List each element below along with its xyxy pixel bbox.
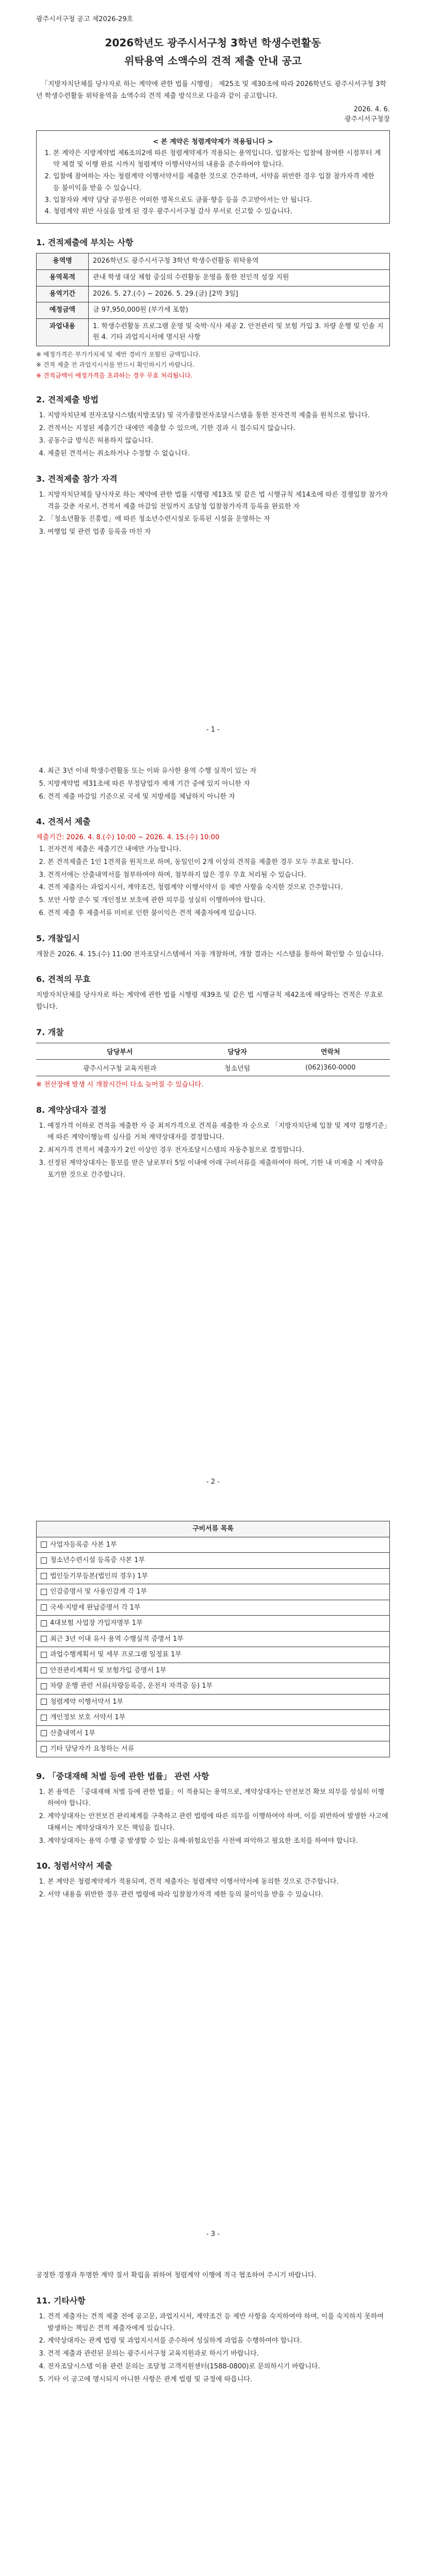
- issuer: 광주시서구청장: [345, 115, 390, 123]
- section-text: 개찰은 2026. 4. 15.(수) 11:00 전자조달시스템에서 자동 개찰하며, 개찰 결과는 시스템을 통하여 확인할 수 있습니다.: [36, 950, 384, 958]
- checklist-item: 청렴계약 이행서약서 1부: [50, 1698, 124, 1706]
- checklist-item: 사업자등록증 사본 1부: [50, 1540, 117, 1549]
- section-heading: 3. 견적제출 참가 자격: [36, 473, 118, 484]
- list-item: 2. 계약상대자는 관계 법령 및 과업지시서를 준수하여 성실하게 과업을 수행하여야 합니다.: [47, 2335, 390, 2347]
- document-subtitle: 위탁용역 소액수의 견적 제출 안내 공고: [124, 55, 302, 67]
- column-header: 연락처: [271, 1043, 390, 1059]
- table-row: [37, 1647, 390, 1663]
- row-label: 예정금액: [37, 302, 89, 319]
- checklist-item: 국세·지방세 완납증명서 각 1부: [50, 1603, 141, 1612]
- checkbox-icon: [41, 1652, 47, 1658]
- list-item: 4. 견적 제출자는 과업지시서, 계약조건, 청렴계약 이행서약서 등 제반 사항을 숙지한 것으로 간주합니다.: [47, 882, 390, 894]
- list-item: 3. 공동수급 방식은 허용하지 않습니다.: [47, 435, 390, 447]
- required-documents-table: [36, 1521, 390, 1757]
- checkbox-icon: [41, 1557, 47, 1564]
- checkbox-icon: [41, 1699, 47, 1705]
- list-item: 1. 본 용역은 「중대재해 처벌 등에 관한 법률」이 적용되는 용역으로, 계약상대자는 안전보건 확보 의무를 성실히 이행하여야 합니다.: [47, 1787, 390, 1810]
- section-heading: 6. 견적의 무효: [36, 974, 91, 985]
- table-row: [36, 1059, 390, 1076]
- checkbox-icon: [41, 1604, 47, 1611]
- checkbox-icon: [41, 1589, 47, 1595]
- list-item: 2. 최저가격 견적서 제출자가 2인 이상인 경우 전자조달시스템의 자동추첨으로 결정합니다.: [47, 1145, 390, 1157]
- checkbox-icon: [41, 1541, 47, 1548]
- row-value: 2026. 5. 27.(수) ~ 2026. 5. 29.(금) [2박 3일]: [89, 286, 390, 302]
- checkbox-icon: [41, 1746, 47, 1752]
- checklist-item: 인감증명서 및 사용인감계 각 1부: [50, 1588, 148, 1596]
- table-row: [37, 1568, 390, 1584]
- integrity-notice-box: [36, 130, 390, 224]
- checkbox-icon: [41, 1636, 47, 1642]
- list-item: 1. 지방자치단체 전자조달시스템(지방조달) 및 국가종합전자조달시스템을 통한 전자견적 제출을 원칙으로 합니다.: [47, 410, 390, 422]
- document-number: 광주시서구청 공고 제2026-29호: [36, 15, 134, 23]
- checklist-item: 차량 운행 관련 서류(차량등록증, 운전자 자격증 등) 1부: [50, 1682, 213, 1690]
- table-warning: ※ 견적금액이 예정가격을 초과하는 경우 무효 처리됩니다.: [36, 371, 193, 379]
- table-row: [37, 1725, 390, 1741]
- page-number: - 3 -: [206, 2230, 220, 2238]
- checklist-item: 개인정보 보호 서약서 1부: [50, 1714, 126, 1721]
- list-item: 1. 지방자치단체를 당사자로 하는 계약에 관한 법률 시행령 제13조 및 같은 법 시행규칙 제14조에 따른 경쟁입찰 참가자격을 갖춘 자로서, 견적서 제출 마감일 전일까지 조달청 입찰참가자격 등록을 완료한 자: [47, 489, 390, 513]
- notice-item: 3. 입찰자와 계약 담당 공무원은 어떠한 명목으로도 금품·향응 등을 주고받아서는 안 됩니다.: [53, 195, 382, 207]
- submission-schedule: 제출기간: 2026. 4. 8.(수) 10:00 ~ 2026. 4. 15.(수) 10:00: [36, 834, 220, 842]
- table-note: ※ 예정가격은 부가가치세 및 제반 경비가 포함된 금액입니다.: [36, 350, 201, 358]
- table-row: [37, 1537, 390, 1553]
- checkbox-icon: [41, 1683, 47, 1689]
- list-item: 6. 견적 제출 후 제출서류 미비로 인한 불이익은 견적 제출자에게 있습니다.: [47, 908, 390, 920]
- notice-item: 1. 본 계약은 지방계약법 제6조의2에 따른 청렴계약제가 적용되는 용역입니다. 입찰자는 입찰에 참여한 시점부터 계약 체결 및 이행 완료 시까지 청렴계약 이행서약서의 내용을 준수하여야 합니다.: [53, 148, 382, 172]
- list-item: 5. 보안 사항 준수 및 개인정보 보호에 관한 의무를 성실히 이행하여야 합니다.: [47, 895, 390, 907]
- checklist-item: 법인등기부등본(법인의 경우) 1부: [50, 1572, 148, 1580]
- table-row: [37, 269, 390, 286]
- row-label: 용역기간: [37, 286, 89, 302]
- section-heading: 4. 견적서 제출: [36, 817, 91, 827]
- table-cell: (062)360-0000: [271, 1059, 390, 1076]
- checklist-item: 기타 담당자가 요청하는 서류: [50, 1745, 135, 1753]
- page-number: - 1 -: [206, 726, 220, 734]
- section-text: 공정한 경쟁과 투명한 계약 질서 확립을 위하여 청렴계약 이행에 적극 협조하여 주시기 바랍니다.: [36, 2272, 317, 2279]
- contact-warning: ※ 전산장애 발생 시 개찰시간이 다소 늦어질 수 있습니다.: [36, 1080, 204, 1089]
- list-item: 4. 전자조달시스템 이용 관련 문의는 조달청 고객지원센터(1588-0800)로 문의하시기 바랍니다.: [47, 2361, 390, 2373]
- list-item: 1. 예정가격 이하로 견적을 제출한 자 중 최저가격으로 견적을 제출한 자 순으로 「지방자치단체 입찰 및 계약 집행기준」에 따른 계약이행능력 심사를 거쳐 계약상대자를 결정합니다.: [47, 1121, 390, 1144]
- page-2: [0, 752, 426, 1504]
- section-heading: 1. 견적제출에 부치는 사항: [36, 238, 134, 247]
- table-row: [37, 253, 390, 270]
- checklist-item: 과업수행계획서 및 세부 프로그램 일정표 1부: [50, 1651, 182, 1658]
- page-number: - 2 -: [206, 1478, 220, 1486]
- row-label: 용역명: [37, 253, 89, 270]
- list-item: 5. 기타 이 공고에 명시되지 아니한 사항은 관계 법령 및 규정에 따릅니다.: [47, 2374, 390, 2386]
- list-item: 2. 계약상대자는 안전보건 관리체계를 구축하고 관련 법령에 따른 의무를 이행하여야 하며, 이를 위반하여 발생한 사고에 대해서는 계약상대자가 모든 책임을 집니다.: [47, 1811, 390, 1835]
- list-item: 3. 계약상대자는 용역 수행 중 발생할 수 있는 유해·위험요인을 사전에 파악하고 필요한 조치를 하여야 합니다.: [47, 1836, 390, 1848]
- row-value: 관내 학생 대상 체험 중심의 수련활동 운영을 통한 전인적 성장 지원: [89, 269, 390, 286]
- checklist-header: 구비서류 목록: [37, 1521, 390, 1537]
- checkbox-icon: [41, 1667, 47, 1673]
- section-heading: 8. 계약상대자 결정: [36, 1105, 107, 1115]
- column-header: 담당부서: [36, 1043, 204, 1059]
- page-3: [0, 1504, 426, 2257]
- list-item: 4. 제출된 견적서는 취소하거나 수정할 수 없습니다.: [47, 448, 390, 460]
- checkbox-icon: [41, 1573, 47, 1579]
- table-row: [37, 1631, 390, 1647]
- row-label: 과업내용: [37, 319, 89, 346]
- list-item: 2. 본 견적제출은 1인 1견적을 원칙으로 하며, 동일인이 2개 이상의 견적을 제출한 경우 모두 무효로 합니다.: [47, 857, 390, 869]
- notice-title: < 본 계약은 청렴계약제가 적용됩니다 >: [153, 138, 273, 146]
- section-heading: 5. 개찰일시: [36, 933, 80, 943]
- section-heading: 11. 기타사항: [36, 2295, 86, 2306]
- intro-paragraph: 「지방자치단체를 당사자로 하는 계약에 관한 법률 시행령」 제25조 및 제30조에 따라 2026학년도 광주시서구청 3학년 학생수련활동 위탁용역을 소액수의 견적 제출 방식으로 다음과 같이 공고합니다.: [36, 80, 387, 100]
- column-header: 담당자: [204, 1043, 271, 1059]
- checklist-item: 4대보험 사업장 가입자명부 1부: [50, 1619, 143, 1627]
- page-4: [0, 2257, 426, 2576]
- checklist-item: 산출내역서 1부: [50, 1729, 95, 1737]
- table-note: ※ 견적 제출 전 과업지시서를 반드시 확인하시기 바랍니다.: [36, 361, 195, 369]
- table-row: [37, 1584, 390, 1600]
- section-heading: 9. 「중대재해 처벌 등에 관한 법률」 관련 사항: [36, 1771, 209, 1781]
- row-value: 금 97,950,000원 (부가세 포함): [89, 302, 390, 319]
- list-item: 5. 지방계약법 제31조에 따른 부정당업자 제재 기간 중에 있지 아니한 자: [47, 778, 390, 790]
- checkbox-icon: [41, 1620, 47, 1626]
- table-row: [37, 1600, 390, 1616]
- table-row: [37, 1553, 390, 1569]
- section-heading: 10. 청렴서약서 제출: [36, 1861, 112, 1871]
- table-row: [37, 319, 390, 346]
- list-item: 2. 견적서는 지정된 제출기간 내에만 제출할 수 있으며, 기한 경과 시 접수되지 않습니다.: [47, 423, 390, 435]
- checklist-item: 안전관리계획서 및 보험가입 증명서 1부: [50, 1666, 167, 1674]
- announcement-date: 2026. 4. 6.: [353, 105, 390, 113]
- table-row: [37, 1616, 390, 1632]
- list-item: 2. 서약 내용을 위반한 경우 관련 법령에 따라 입찰참가자격 제한 등의 불이익을 받을 수 있습니다.: [47, 1889, 390, 1901]
- checklist-item: 청소년수련시설 등록증 사본 1부: [50, 1556, 145, 1564]
- table-row: [37, 1741, 390, 1757]
- list-item: 6. 견적 제출 마감일 기준으로 국세 및 지방세를 체납하지 아니한 자: [47, 791, 390, 803]
- table-row: [37, 302, 390, 319]
- contract-info-table: [36, 253, 390, 346]
- table-cell: 광주시서구청 교육지원과: [36, 1059, 204, 1076]
- table-row: [37, 1710, 390, 1726]
- notice-item: 4. 청렴계약 위반 사실을 알게 된 경우 광주시서구청 감사 부서로 신고할 수 있습니다.: [53, 206, 382, 218]
- list-item: 1. 견적 제출자는 견적 제출 전에 공고문, 과업지시서, 계약조건 등 제반 사항을 숙지하여야 하며, 이를 숙지하지 못하여 발생하는 책임은 견적 제출자에게 있습니다.: [47, 2311, 390, 2335]
- table-row: [37, 1679, 390, 1694]
- document-title: 2026학년도 광주시서구청 3학년 학생수련활동: [105, 37, 321, 49]
- list-item: 3. 여행업 및 관련 업종 등록을 마친 자: [47, 527, 390, 538]
- checkbox-icon: [41, 1715, 47, 1721]
- list-item: 1. 전자견적 제출은 제출기간 내에만 가능합니다.: [47, 844, 390, 856]
- list-item: 4. 최근 3년 이내 학생수련활동 또는 이와 유사한 용역 수행 실적이 있는 자: [47, 766, 390, 777]
- table-row: [37, 286, 390, 302]
- contact-table: [36, 1043, 390, 1076]
- table-header-row: [36, 1043, 390, 1059]
- section-heading: 7. 개찰: [36, 1027, 64, 1037]
- page-1: [0, 0, 426, 752]
- row-label: 용역목적: [37, 269, 89, 286]
- section-text: 지방자치단체를 당사자로 하는 계약에 관한 법률 시행령 제39조 및 같은 법 시행규칙 제42조에 해당하는 견적은 무효로 합니다.: [36, 991, 383, 1011]
- list-item: 2. 「청소년활동 진흥법」에 따른 청소년수련시설로 등록된 시설을 운영하는 자: [47, 514, 390, 526]
- list-item: 3. 선정된 계약상대자는 통보를 받은 날로부터 5일 이내에 아래 구비서류를 제출하여야 하며, 기한 내 미제출 시 계약을 포기한 것으로 간주합니다.: [47, 1158, 390, 1181]
- row-value: 1. 학생수련활동 프로그램 운영 및 숙박·식사 제공 2. 안전관리 및 보험 가입 3. 차량 운행 및 인솔 지원 4. 기타 과업지시서에 명시된 사항: [89, 319, 390, 346]
- list-item: 3. 견적서에는 산출내역서를 첨부하여야 하며, 첨부하지 않은 경우 무효 처리될 수 있습니다.: [47, 870, 390, 882]
- table-cell: 청소년팀: [204, 1059, 271, 1076]
- checkbox-icon: [41, 1730, 47, 1736]
- checklist-item: 최근 3년 이내 유사 용역 수행실적 증명서 1부: [50, 1635, 184, 1643]
- section-heading: 2. 견적제출 방법: [36, 394, 99, 404]
- row-value: 2026학년도 광주시서구청 3학년 학생수련활동 위탁용역: [89, 253, 390, 270]
- list-item: 1. 본 계약은 청렴계약제가 적용되며, 견적 제출자는 청렴계약 이행서약서에 동의한 것으로 간주합니다.: [47, 1876, 390, 1888]
- table-row: [37, 1663, 390, 1679]
- list-item: 3. 견적 제출과 관련된 문의는 광주시서구청 교육지원과로 하시기 바랍니다.: [47, 2348, 390, 2360]
- notice-item: 2. 입찰에 참여하는 자는 청렴계약 이행서약서를 제출한 것으로 간주하며, 서약을 위반한 경우 입찰 참가자격 제한 등 불이익을 받을 수 있습니다.: [53, 171, 382, 195]
- table-row: [37, 1694, 390, 1710]
